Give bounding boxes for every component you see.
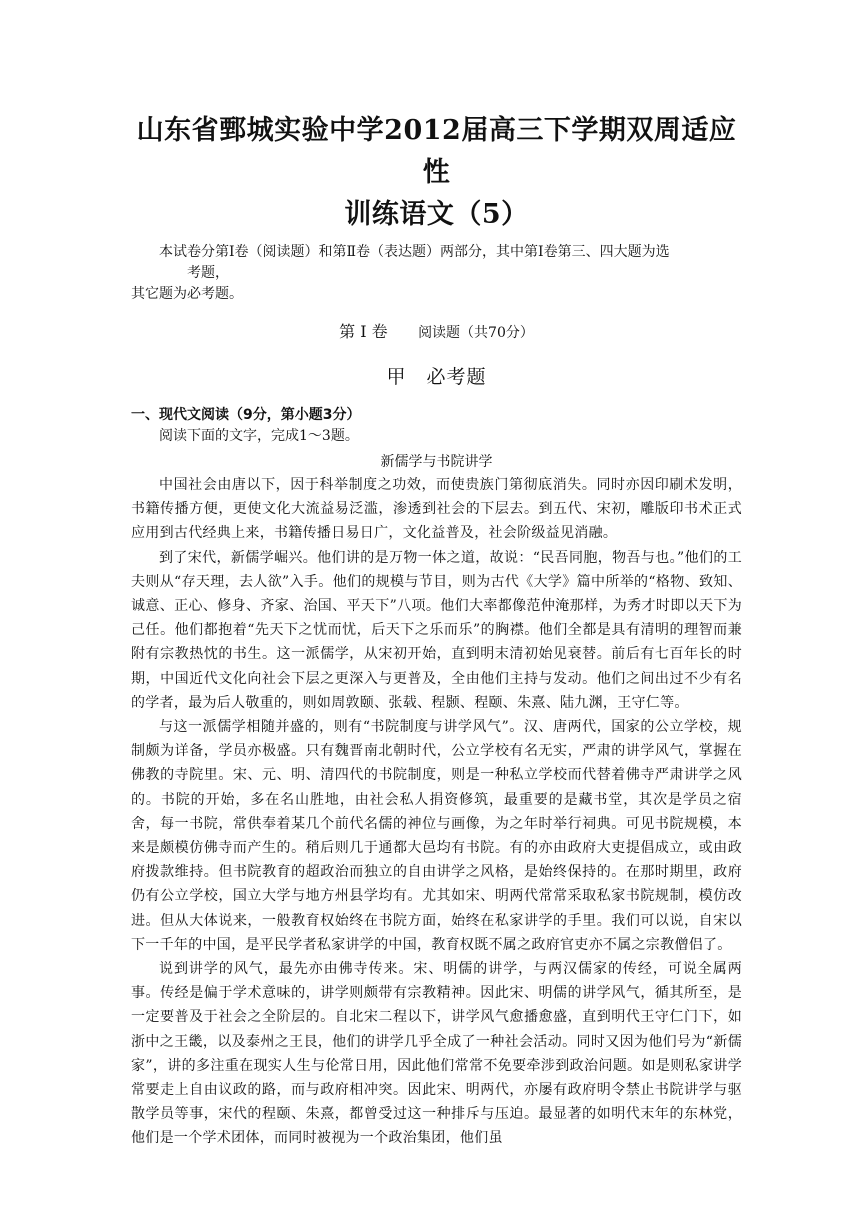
article-paragraph-1: 中国社会由唐以下，因于科举制度之功效，而使贵族门第彻底消失。同时亦因印刷术发明，书籍传播方便，更使文化大流益易泛滥，渗透到社会的下层去。到五代、宋初，雕版印书术正式应用到古代经典上来，书籍传播日易日广，文化益普及，社会阶级益见消融。 bbox=[131, 477, 742, 542]
article-body bbox=[131, 473, 742, 1151]
volume-heading bbox=[131, 319, 742, 342]
exam-intro bbox=[131, 242, 742, 305]
intro-line-1: 本试卷分第Ⅰ卷（阅读题）和第Ⅱ卷（表达题）两部分，其中第Ⅰ卷第三、四大题为选 bbox=[159, 244, 670, 260]
section-heading: 一、现代文阅读（9分，第小题3分） bbox=[131, 407, 361, 423]
volume-label: 第 Ⅰ 卷 bbox=[339, 322, 388, 341]
article-title: 新儒学与书院讲学 bbox=[380, 454, 493, 470]
intro-line-2: 考题， bbox=[187, 265, 229, 281]
article-paragraph-3: 与这一派儒学相随并盛的，则有“书院制度与讲学风气”。汉、唐两代，国家的公立学校，规制颇为详备，学员亦极盛。只有魏晋南北朝时代，公立学校有名无实，严肃的讲学风气，掌握在佛教的寺院里。宋、元、明、清四代的书院制度，则是一种私立学校而代替着佛寺严肃讲学之风的。书院的开始，多在名山胜地，由社会私人捐资修筑，最重要的是藏书堂，其次是学员之宿舍，每一书院，常供奉着某几个前代名儒的神位与画像，为之年时举行祠典。可见书院规模，本来是颇模仿佛寺而产生的。稍后则几于通都大邑均有书院。有的亦由政府大吏提倡成立，或由政府拨款维持。但书院教育的超政治而独立的自由讲学之风格，是始终保持的。在那时期里，政府仍有公立学校，国立大学与地方州县学均有。尤其如宋、明两代常常采取私家书院规制，模仿改进。但从大体说来，一般教育权始终在书院方面，始终在私家讲学的手里。我们可以说，自宋以下一千年的中国，是平民学者私家讲学的中国，教育权既不属之政府官吏亦不属之宗教僧侣了。 bbox=[131, 719, 742, 953]
intro-line-3: 其它题为必考题。 bbox=[131, 286, 243, 302]
article-paragraph-2: 到了宋代，新儒学崛兴。他们讲的是万物一体之道，故说：“民吾同胞，物吾与也。”他们的工夫则从“存天理，去人欲”入手。他们的规模与节目，则为古代《大学》篇中所举的“格物、致知、诚意、正心、修身、齐家、治国、平天下”八项。他们大率都像范仲淹那样，为秀才时即以天下为己任。他们都抱着“先天下之忧而忧，后天下之乐而乐”的胸襟。他们全都是具有清明的理智而兼附有宗教热忱的书生。这一派儒学，从宋初开始，直到明末清初始见衰替。前后有七百年长的时期，中国近代文化向社会下层之更深入与更普及，全由他们主持与发动。他们之间出过不少有名的学者，最为后人敬重的，则如周敦颐、张载、程颢、程颐、朱熹、陆九渊，王守仁等。 bbox=[131, 549, 742, 711]
title-line-1: 山东省鄄城实验中学2012届高三下学期双周适应性 bbox=[136, 115, 737, 188]
part-heading: 甲 必考题 bbox=[386, 366, 487, 388]
document-title bbox=[131, 110, 742, 236]
section-instruction: 阅读下面的文字，完成1～3题。 bbox=[159, 428, 359, 444]
title-line-2: 训练语文（5） bbox=[344, 199, 529, 230]
volume-description: 阅读题（共70分） bbox=[418, 325, 534, 341]
article-paragraph-4: 说到讲学的风气，最先亦由佛寺传来。宋、明儒的讲学，与两汉儒家的传经，可说全属两事。传经是偏于学术意味的，讲学则颇带有宗教精神。因此宋、明儒的讲学风气，循其所至，是一定要普及于社会之全阶层的。自北宋二程以下，讲学风气愈播愈盛，直到明代王守仁门下，如浙中之王畿，以及泰州之王艮，他们的讲学几乎全成了一种社会活动。同时又因为他们号为“新儒家”，讲的多注重在现实人生与伦常日用，因此他们常常不免要牵涉到政治问题。如是则私家讲学常要走上自由议政的路，而与政府相冲突。因此宋、明两代，亦屡有政府明令禁止书院讲学与驱散学员等事，宋代的程颐、朱熹，都曾受过这一种排斥与压迫。最显著的如明代末年的东林党，他们是一个学术团体，而同时被视为一个政治集团，他们虽 bbox=[131, 961, 742, 1147]
